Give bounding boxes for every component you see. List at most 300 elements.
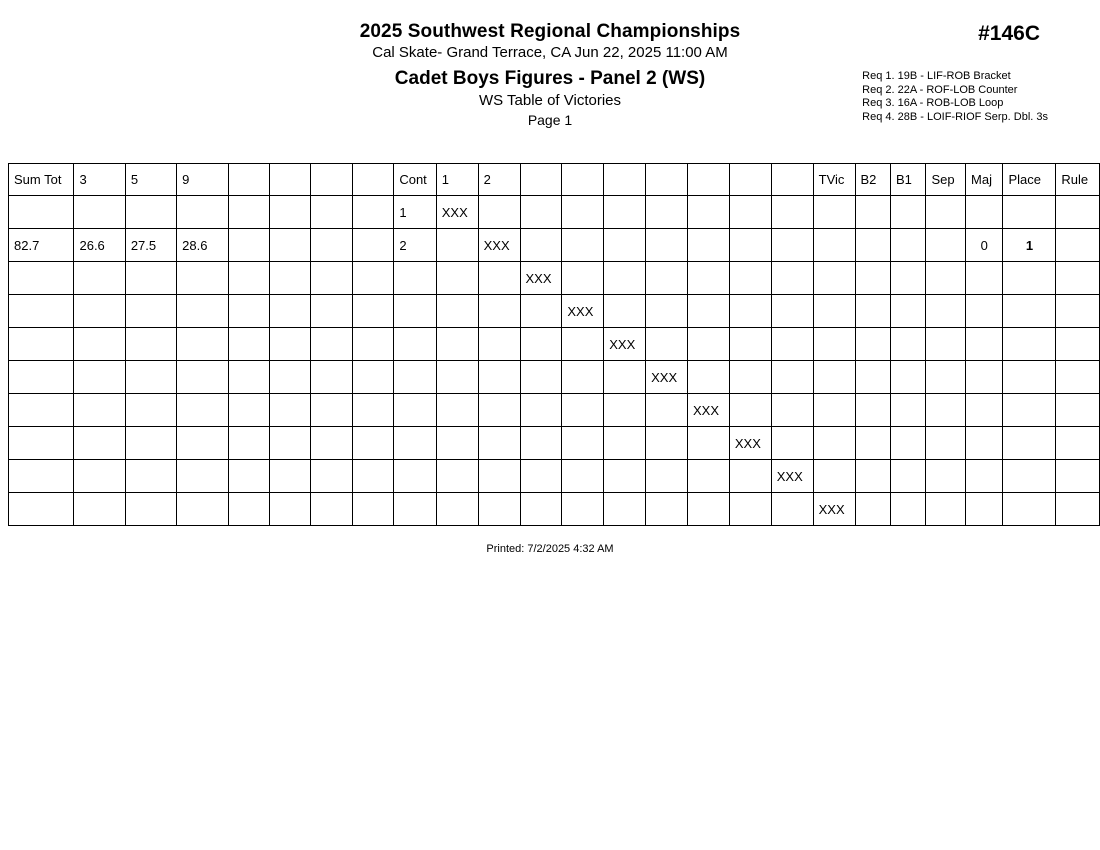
col-header-b2: B2 bbox=[855, 164, 890, 196]
col-header-rule: Rule bbox=[1056, 164, 1100, 196]
cell-rank-3 bbox=[520, 493, 562, 526]
col-header-rank-2: 2 bbox=[478, 164, 520, 196]
cell-b1 bbox=[891, 394, 926, 427]
cell-blank-3 bbox=[311, 427, 352, 460]
cell-rank-6 bbox=[646, 427, 688, 460]
cell-rank-1 bbox=[436, 493, 478, 526]
cell-judge-9 bbox=[177, 427, 228, 460]
cell-rule bbox=[1056, 295, 1100, 328]
cell-b2 bbox=[855, 328, 890, 361]
cell-cont: 1 bbox=[394, 196, 436, 229]
cell-b1 bbox=[891, 229, 926, 262]
cell-rank-7 bbox=[688, 460, 730, 493]
cell-rank-2 bbox=[478, 361, 520, 394]
printed-timestamp bbox=[0, 543, 1100, 555]
cell-rank-6 bbox=[646, 295, 688, 328]
cell-tvic bbox=[813, 196, 855, 229]
cell-blank-2 bbox=[269, 361, 310, 394]
cell-rank-8 bbox=[729, 196, 771, 229]
printed-timestamp-text: Printed: 7/2/2025 4:32 AM bbox=[486, 543, 614, 555]
cell-blank-2 bbox=[269, 460, 310, 493]
col-header-rank-4 bbox=[562, 164, 604, 196]
cell-sum-tot bbox=[9, 262, 74, 295]
cell-rank-7 bbox=[688, 361, 730, 394]
page-label: Page 1 bbox=[527, 112, 573, 128]
cell-judge-3 bbox=[74, 328, 125, 361]
table-row bbox=[9, 427, 1100, 460]
table-row bbox=[9, 328, 1100, 361]
cell-judge-3 bbox=[74, 295, 125, 328]
cell-blank-3 bbox=[311, 196, 352, 229]
col-header-blank-4 bbox=[352, 164, 393, 196]
cell-rank-3 bbox=[520, 427, 562, 460]
cell-rank-6 bbox=[646, 196, 688, 229]
cell-sep bbox=[926, 328, 966, 361]
cell-rank-9 bbox=[771, 394, 813, 427]
col-header-blank-2 bbox=[269, 164, 310, 196]
cell-tvic bbox=[813, 295, 855, 328]
cell-rank-6 bbox=[646, 460, 688, 493]
cell-judge-3 bbox=[74, 427, 125, 460]
cell-b1 bbox=[891, 427, 926, 460]
cell-b2 bbox=[855, 196, 890, 229]
cell-rank-1 bbox=[436, 361, 478, 394]
col-header-maj: Maj bbox=[966, 164, 1003, 196]
cell-sep bbox=[926, 295, 966, 328]
cell-sep bbox=[926, 460, 966, 493]
cell-blank-4 bbox=[352, 295, 393, 328]
cell-judge-5 bbox=[125, 196, 176, 229]
cell-rule bbox=[1056, 427, 1100, 460]
cell-judge-5: 27.5 bbox=[125, 229, 176, 262]
cell-blank-1 bbox=[228, 493, 269, 526]
cell-blank-4 bbox=[352, 427, 393, 460]
cell-rank-6 bbox=[646, 493, 688, 526]
cell-rule bbox=[1056, 196, 1100, 229]
cell-rank-6 bbox=[646, 229, 688, 262]
cell-b2 bbox=[855, 493, 890, 526]
cell-sum-tot bbox=[9, 196, 74, 229]
cell-cont: 2 bbox=[394, 229, 436, 262]
cell-rank-3 bbox=[520, 229, 562, 262]
cell-blank-1 bbox=[228, 196, 269, 229]
cell-judge-3 bbox=[74, 196, 125, 229]
requirement-item-3: Req 3. 16A - ROB-LOB Loop bbox=[862, 97, 1004, 109]
cell-rank-7 bbox=[688, 229, 730, 262]
cell-rank-9 bbox=[771, 295, 813, 328]
cell-judge-3 bbox=[74, 460, 125, 493]
cell-judge-9 bbox=[177, 493, 228, 526]
cell-rank-1 bbox=[436, 460, 478, 493]
cell-rule bbox=[1056, 361, 1100, 394]
cell-blank-1 bbox=[228, 328, 269, 361]
cell-tvic bbox=[813, 328, 855, 361]
cell-rule bbox=[1056, 229, 1100, 262]
cell-blank-1 bbox=[228, 295, 269, 328]
cell-blank-2 bbox=[269, 196, 310, 229]
cell-sum-tot bbox=[9, 493, 74, 526]
cell-blank-1 bbox=[228, 229, 269, 262]
col-header-blank-3 bbox=[311, 164, 352, 196]
cell-b1 bbox=[891, 262, 926, 295]
cell-b2 bbox=[855, 427, 890, 460]
cell-rank-2 bbox=[478, 460, 520, 493]
table-row bbox=[9, 361, 1100, 394]
cell-rank-4 bbox=[562, 196, 604, 229]
cell-judge-9 bbox=[177, 460, 228, 493]
cell-place bbox=[1003, 262, 1056, 295]
cell-rank-3 bbox=[520, 460, 562, 493]
col-header-rank-7 bbox=[688, 164, 730, 196]
cell-tvic bbox=[813, 229, 855, 262]
cell-rank-2 bbox=[478, 328, 520, 361]
cell-rank-4 bbox=[562, 460, 604, 493]
cell-rank-4 bbox=[562, 229, 604, 262]
cell-blank-3 bbox=[311, 328, 352, 361]
cell-cont bbox=[394, 328, 436, 361]
cell-rule bbox=[1056, 394, 1100, 427]
requirement-item-1: Req 1. 19B - LIF-ROB Bracket bbox=[862, 70, 1011, 82]
table-caption: WS Table of Victories bbox=[478, 92, 621, 109]
cell-blank-4 bbox=[352, 361, 393, 394]
cell-place bbox=[1003, 328, 1056, 361]
cell-sep bbox=[926, 361, 966, 394]
cell-rank-4 bbox=[562, 493, 604, 526]
cell-maj bbox=[966, 394, 1003, 427]
cell-maj bbox=[966, 427, 1003, 460]
cell-cont bbox=[394, 427, 436, 460]
cell-maj bbox=[966, 493, 1003, 526]
cell-rank-8 bbox=[729, 493, 771, 526]
cell-rule bbox=[1056, 262, 1100, 295]
cell-rank-6 bbox=[646, 394, 688, 427]
cell-judge-5 bbox=[125, 295, 176, 328]
cell-sep bbox=[926, 394, 966, 427]
col-header-sep: Sep bbox=[926, 164, 966, 196]
cell-place bbox=[1003, 427, 1056, 460]
cell-blank-1 bbox=[228, 460, 269, 493]
cell-judge-9 bbox=[177, 328, 228, 361]
requirements-list bbox=[862, 70, 1048, 124]
cell-blank-2 bbox=[269, 328, 310, 361]
cell-rank-2 bbox=[478, 262, 520, 295]
event-location-date: Cal Skate- Grand Terrace, CA Jun 22, 2025 11:00 AM bbox=[372, 44, 728, 61]
cell-rank-5 bbox=[604, 460, 646, 493]
cell-blank-3 bbox=[311, 229, 352, 262]
cell-rank-3 bbox=[520, 328, 562, 361]
entry-number: #146C bbox=[978, 22, 1040, 45]
victories-grid bbox=[8, 163, 1100, 526]
cell-cont bbox=[394, 394, 436, 427]
cell-blank-2 bbox=[269, 229, 310, 262]
cell-maj: 0 bbox=[966, 229, 1003, 262]
cell-place bbox=[1003, 295, 1056, 328]
cell-rank-1 bbox=[436, 262, 478, 295]
table-row bbox=[9, 493, 1100, 526]
cell-rank-3: XXX bbox=[520, 262, 562, 295]
cell-tvic bbox=[813, 361, 855, 394]
table-of-victories bbox=[8, 163, 1100, 526]
cell-judge-9 bbox=[177, 262, 228, 295]
cell-rank-7 bbox=[688, 328, 730, 361]
cell-sep bbox=[926, 196, 966, 229]
cell-blank-4 bbox=[352, 394, 393, 427]
cell-maj bbox=[966, 262, 1003, 295]
cell-rank-6: XXX bbox=[646, 361, 688, 394]
table-row bbox=[9, 295, 1100, 328]
cell-b2 bbox=[855, 460, 890, 493]
cell-place bbox=[1003, 196, 1056, 229]
cell-rank-9 bbox=[771, 196, 813, 229]
cell-rank-9 bbox=[771, 262, 813, 295]
cell-rank-2 bbox=[478, 427, 520, 460]
cell-rank-7: XXX bbox=[688, 394, 730, 427]
cell-blank-4 bbox=[352, 196, 393, 229]
cell-judge-5 bbox=[125, 460, 176, 493]
col-header-rank-9 bbox=[771, 164, 813, 196]
cell-rank-6 bbox=[646, 262, 688, 295]
cell-rank-5 bbox=[604, 394, 646, 427]
cell-b2 bbox=[855, 394, 890, 427]
cell-blank-1 bbox=[228, 394, 269, 427]
cell-blank-2 bbox=[269, 262, 310, 295]
cell-judge-9 bbox=[177, 295, 228, 328]
cell-blank-3 bbox=[311, 394, 352, 427]
cell-rank-3 bbox=[520, 361, 562, 394]
cell-b1 bbox=[891, 328, 926, 361]
cell-blank-1 bbox=[228, 427, 269, 460]
event-title: 2025 Southwest Regional Championships bbox=[359, 21, 741, 42]
cell-judge-5 bbox=[125, 427, 176, 460]
cell-b1 bbox=[891, 361, 926, 394]
cell-rank-7 bbox=[688, 493, 730, 526]
cell-sum-tot bbox=[9, 427, 74, 460]
cell-rule bbox=[1056, 493, 1100, 526]
cell-rank-8: XXX bbox=[729, 427, 771, 460]
cell-cont bbox=[394, 262, 436, 295]
cell-rank-1 bbox=[436, 229, 478, 262]
cell-b1 bbox=[891, 295, 926, 328]
cell-blank-4 bbox=[352, 262, 393, 295]
cell-sep bbox=[926, 262, 966, 295]
cell-rank-8 bbox=[729, 361, 771, 394]
cell-rank-2 bbox=[478, 394, 520, 427]
col-header-tvic: TVic bbox=[813, 164, 855, 196]
cell-b1 bbox=[891, 493, 926, 526]
cell-rank-5 bbox=[604, 493, 646, 526]
cell-rank-1: XXX bbox=[436, 196, 478, 229]
cell-rank-2: XXX bbox=[478, 229, 520, 262]
cell-cont bbox=[394, 493, 436, 526]
cell-rank-8 bbox=[729, 460, 771, 493]
col-header-judge-9: 9 bbox=[177, 164, 228, 196]
col-header-cont: Cont bbox=[394, 164, 436, 196]
col-header-judge-3: 3 bbox=[74, 164, 125, 196]
cell-sum-tot bbox=[9, 361, 74, 394]
col-header-judge-5: 5 bbox=[125, 164, 176, 196]
cell-rule bbox=[1056, 328, 1100, 361]
table-row bbox=[9, 394, 1100, 427]
cell-rank-5: XXX bbox=[604, 328, 646, 361]
cell-sum-tot bbox=[9, 394, 74, 427]
cell-b2 bbox=[855, 295, 890, 328]
col-header-sum-tot: Sum Tot bbox=[9, 164, 74, 196]
cell-rank-8 bbox=[729, 262, 771, 295]
cell-blank-2 bbox=[269, 427, 310, 460]
cell-rank-5 bbox=[604, 361, 646, 394]
cell-rank-2 bbox=[478, 196, 520, 229]
cell-sep bbox=[926, 427, 966, 460]
cell-blank-3 bbox=[311, 295, 352, 328]
cell-rank-9 bbox=[771, 328, 813, 361]
cell-b1 bbox=[891, 196, 926, 229]
cell-rank-8 bbox=[729, 229, 771, 262]
cell-place bbox=[1003, 460, 1056, 493]
cell-blank-1 bbox=[228, 361, 269, 394]
cell-rank-9 bbox=[771, 427, 813, 460]
cell-sum-tot bbox=[9, 295, 74, 328]
cell-blank-2 bbox=[269, 295, 310, 328]
col-header-rank-1: 1 bbox=[436, 164, 478, 196]
cell-rank-1 bbox=[436, 394, 478, 427]
cell-cont bbox=[394, 295, 436, 328]
cell-rank-4 bbox=[562, 427, 604, 460]
cell-judge-3: 26.6 bbox=[74, 229, 125, 262]
cell-rank-8 bbox=[729, 295, 771, 328]
cell-rank-7 bbox=[688, 262, 730, 295]
cell-rank-1 bbox=[436, 328, 478, 361]
cell-cont bbox=[394, 460, 436, 493]
cell-judge-9 bbox=[177, 196, 228, 229]
cell-cont bbox=[394, 361, 436, 394]
cell-judge-3 bbox=[74, 262, 125, 295]
cell-judge-9 bbox=[177, 394, 228, 427]
requirement-item-2: Req 2. 22A - ROF-LOB Counter bbox=[862, 83, 1018, 96]
cell-sep bbox=[926, 493, 966, 526]
cell-rank-2 bbox=[478, 295, 520, 328]
col-header-b1: B1 bbox=[891, 164, 926, 196]
col-header-rank-5 bbox=[604, 164, 646, 196]
cell-rank-1 bbox=[436, 295, 478, 328]
cell-rank-5 bbox=[604, 295, 646, 328]
cell-blank-2 bbox=[269, 394, 310, 427]
cell-judge-9 bbox=[177, 361, 228, 394]
cell-blank-3 bbox=[311, 493, 352, 526]
table-row bbox=[9, 262, 1100, 295]
cell-rank-9: XXX bbox=[771, 460, 813, 493]
cell-tvic bbox=[813, 394, 855, 427]
col-header-rank-6 bbox=[646, 164, 688, 196]
cell-place bbox=[1003, 493, 1056, 526]
cell-blank-3 bbox=[311, 361, 352, 394]
cell-rank-3 bbox=[520, 295, 562, 328]
cell-rank-4 bbox=[562, 262, 604, 295]
cell-rank-2 bbox=[478, 493, 520, 526]
cell-rank-7 bbox=[688, 427, 730, 460]
cell-judge-5 bbox=[125, 328, 176, 361]
table-row bbox=[9, 229, 1100, 262]
cell-judge-5 bbox=[125, 493, 176, 526]
panel-title: Cadet Boys Figures - Panel 2 (WS) bbox=[394, 68, 706, 89]
cell-rank-5 bbox=[604, 427, 646, 460]
cell-place: 1 bbox=[1003, 229, 1056, 262]
cell-maj bbox=[966, 295, 1003, 328]
cell-rank-8 bbox=[729, 328, 771, 361]
cell-rank-9 bbox=[771, 229, 813, 262]
col-header-rank-3 bbox=[520, 164, 562, 196]
cell-place bbox=[1003, 394, 1056, 427]
cell-rank-4 bbox=[562, 361, 604, 394]
cell-rank-8 bbox=[729, 394, 771, 427]
cell-blank-4 bbox=[352, 328, 393, 361]
cell-rank-4 bbox=[562, 394, 604, 427]
cell-judge-5 bbox=[125, 394, 176, 427]
cell-maj bbox=[966, 328, 1003, 361]
cell-blank-3 bbox=[311, 460, 352, 493]
cell-judge-3 bbox=[74, 394, 125, 427]
col-header-place: Place bbox=[1003, 164, 1056, 196]
cell-b2 bbox=[855, 262, 890, 295]
table-row bbox=[9, 460, 1100, 493]
table-row bbox=[9, 196, 1100, 229]
cell-rank-3 bbox=[520, 196, 562, 229]
cell-rank-6 bbox=[646, 328, 688, 361]
cell-rule bbox=[1056, 460, 1100, 493]
cell-rank-1 bbox=[436, 427, 478, 460]
cell-rank-3 bbox=[520, 394, 562, 427]
cell-tvic bbox=[813, 460, 855, 493]
cell-judge-5 bbox=[125, 262, 176, 295]
col-header-rank-8 bbox=[729, 164, 771, 196]
cell-sep bbox=[926, 229, 966, 262]
cell-sum-tot bbox=[9, 460, 74, 493]
cell-judge-5 bbox=[125, 361, 176, 394]
cell-tvic bbox=[813, 427, 855, 460]
cell-rank-7 bbox=[688, 196, 730, 229]
cell-rank-5 bbox=[604, 262, 646, 295]
cell-blank-4 bbox=[352, 493, 393, 526]
cell-blank-1 bbox=[228, 262, 269, 295]
col-header-blank-1 bbox=[228, 164, 269, 196]
cell-tvic: XXX bbox=[813, 493, 855, 526]
cell-blank-3 bbox=[311, 262, 352, 295]
cell-blank-4 bbox=[352, 460, 393, 493]
cell-sum-tot bbox=[9, 328, 74, 361]
cell-judge-3 bbox=[74, 361, 125, 394]
cell-rank-4: XXX bbox=[562, 295, 604, 328]
cell-place bbox=[1003, 361, 1056, 394]
cell-b2 bbox=[855, 361, 890, 394]
cell-judge-9: 28.6 bbox=[177, 229, 228, 262]
cell-blank-2 bbox=[269, 493, 310, 526]
cell-rank-5 bbox=[604, 229, 646, 262]
cell-rank-4 bbox=[562, 328, 604, 361]
cell-rank-9 bbox=[771, 361, 813, 394]
cell-b2 bbox=[855, 229, 890, 262]
cell-b1 bbox=[891, 460, 926, 493]
cell-tvic bbox=[813, 262, 855, 295]
cell-maj bbox=[966, 361, 1003, 394]
cell-judge-3 bbox=[74, 493, 125, 526]
cell-sum-tot: 82.7 bbox=[9, 229, 74, 262]
requirement-item-4: Req 4. 28B - LOIF-RIOF Serp. Dbl. 3s bbox=[862, 110, 1048, 123]
cell-rank-9 bbox=[771, 493, 813, 526]
cell-maj bbox=[966, 196, 1003, 229]
cell-rank-7 bbox=[688, 295, 730, 328]
table-header-row bbox=[9, 164, 1100, 196]
cell-blank-4 bbox=[352, 229, 393, 262]
cell-rank-5 bbox=[604, 196, 646, 229]
